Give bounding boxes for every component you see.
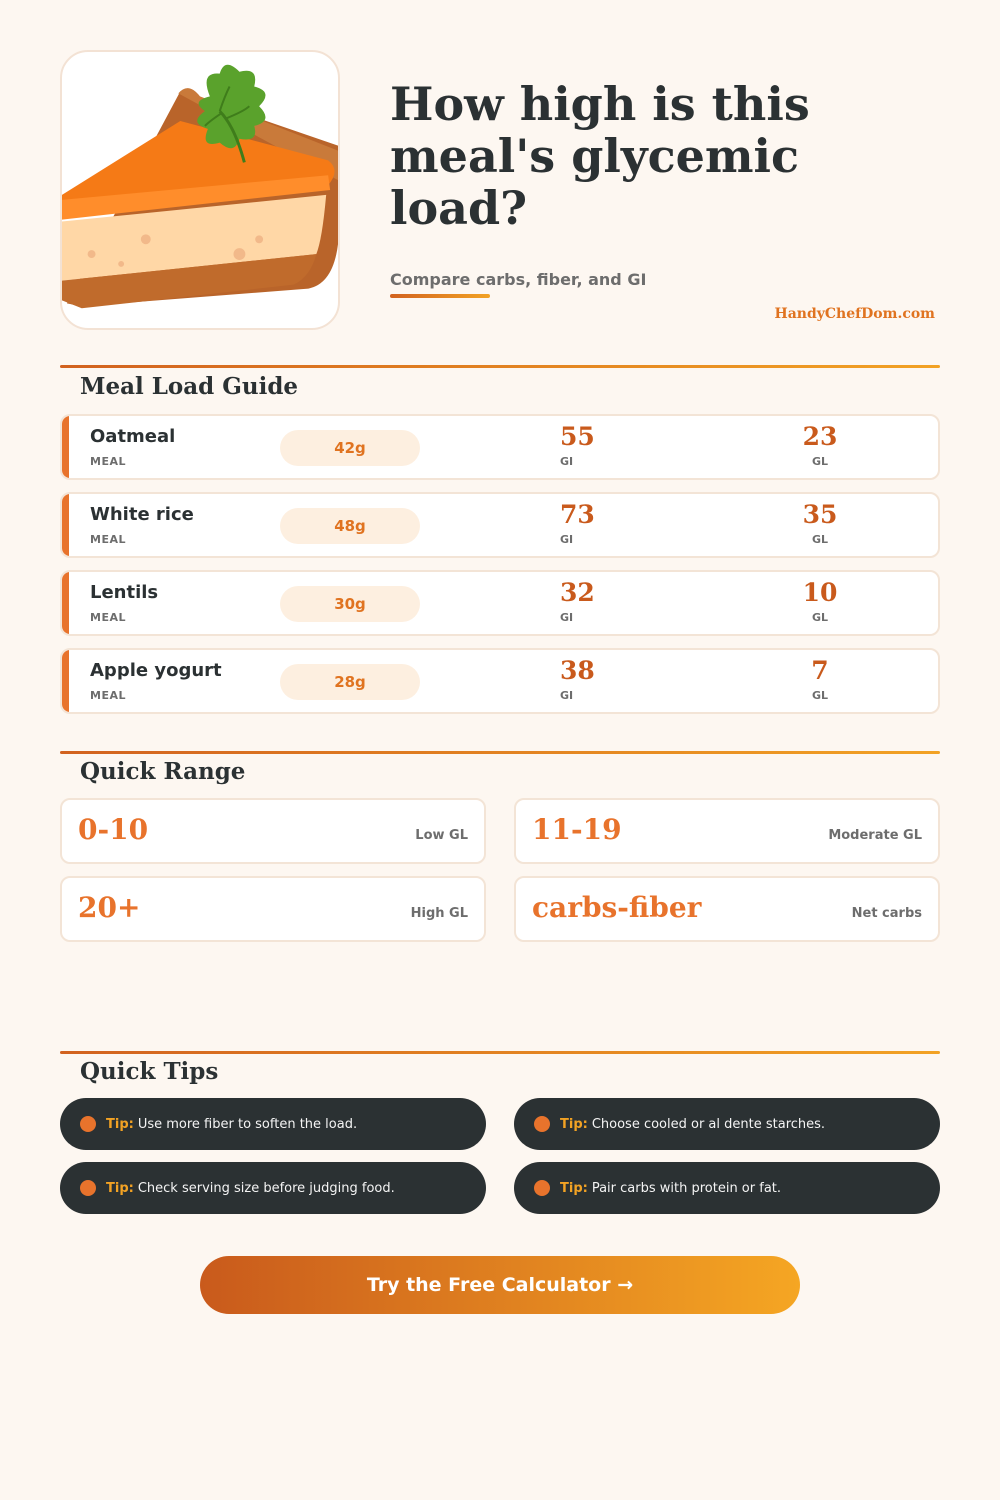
gi-value: 55: [560, 422, 595, 451]
gl-block: [780, 656, 860, 702]
tip-key: Tip:: [106, 1116, 134, 1132]
tip-text: Pair carbs with protein or fat.: [591, 1180, 782, 1196]
row-accent-bar: [62, 572, 69, 634]
gl-block: [780, 578, 860, 624]
gl-label: GL: [811, 689, 829, 702]
tip-pill: [514, 1162, 940, 1214]
gl-value: 23: [802, 422, 838, 451]
carbs-pill: 28g: [280, 664, 420, 700]
gi-value: 73: [560, 500, 595, 529]
section-title-meal-guide: Meal Load Guide: [80, 373, 299, 400]
range-card-net-carbs: [514, 876, 940, 942]
tip-text: Use more fiber to soften the load.: [137, 1116, 358, 1132]
section-title-quick-tips: Quick Tips: [80, 1058, 219, 1085]
meal-name: White rice: [90, 504, 194, 525]
subtitle-underline: [390, 294, 490, 298]
meal-tag: MEAL: [90, 455, 126, 468]
free-calculator-button[interactable]: Try the Free Calculator →: [200, 1256, 800, 1314]
page-title: How high is this meal's glycemic load?: [390, 77, 810, 235]
gi-label: GI: [560, 689, 574, 702]
range-label: High GL: [410, 906, 468, 921]
section-title-quick-range: Quick Range: [80, 758, 246, 785]
gl-value: 35: [802, 500, 838, 529]
range-card-moderate: [514, 798, 940, 864]
tip-key: Tip:: [106, 1180, 134, 1196]
meal-name: Oatmeal: [90, 426, 176, 447]
carbs-pill: 48g: [280, 508, 420, 544]
bullet-dot-icon: [80, 1116, 96, 1132]
range-card-low: [60, 798, 486, 864]
gi-value: 38: [560, 656, 595, 685]
row-accent-bar: [62, 494, 69, 556]
meal-tag: MEAL: [90, 689, 126, 702]
carbs-pill: 42g: [280, 430, 420, 466]
hero-pie-illustration: [60, 50, 340, 330]
range-label: Low GL: [415, 828, 468, 843]
tip-pill: [60, 1162, 486, 1214]
tip-pill: [60, 1098, 486, 1150]
pumpkin-pie-slice-icon: [62, 52, 338, 328]
brand-link[interactable]: HandyChefDom.com: [774, 306, 935, 322]
tip-key: Tip:: [560, 1116, 588, 1132]
meal-row: [60, 492, 940, 558]
tip-pill: [514, 1098, 940, 1150]
meal-row: [60, 648, 940, 714]
range-value: carbs-fiber: [532, 891, 702, 924]
gl-block: [780, 500, 860, 546]
meal-row: [60, 570, 940, 636]
bullet-dot-icon: [80, 1180, 96, 1196]
tip-text: Check serving size before judging food.: [137, 1180, 395, 1196]
gi-label: GI: [560, 533, 574, 546]
range-label: Net carbs: [851, 906, 922, 921]
gl-label: GL: [811, 533, 829, 546]
meal-name: Lentils: [90, 582, 159, 603]
gl-label: GL: [811, 611, 829, 624]
gi-label: GI: [560, 455, 574, 468]
bullet-dot-icon: [534, 1180, 550, 1196]
gl-block: [780, 422, 860, 468]
row-accent-bar: [62, 416, 69, 478]
meal-tag: MEAL: [90, 611, 126, 624]
gi-value: 32: [560, 578, 595, 607]
range-value: 11-19: [532, 813, 622, 846]
meal-name: Apple yogurt: [90, 660, 222, 681]
section-divider: [60, 365, 940, 368]
page-subtitle: Compare carbs, fiber, and GI: [390, 270, 647, 289]
tip-text: Choose cooled or al dente starches.: [591, 1116, 826, 1132]
section-divider: [60, 1051, 940, 1054]
carbs-pill: 30g: [280, 586, 420, 622]
range-card-high: [60, 876, 486, 942]
range-value: 20+: [78, 891, 141, 924]
gl-value: 10: [802, 578, 838, 607]
row-accent-bar: [62, 650, 69, 712]
gl-value: 7: [811, 656, 829, 685]
meal-row: [60, 414, 940, 480]
section-divider: [60, 751, 940, 754]
tip-key: Tip:: [560, 1180, 588, 1196]
range-label: Moderate GL: [828, 828, 922, 843]
gl-label: GL: [811, 455, 829, 468]
bullet-dot-icon: [534, 1116, 550, 1132]
gi-label: GI: [560, 611, 574, 624]
range-value: 0-10: [78, 813, 149, 846]
meal-tag: MEAL: [90, 533, 126, 546]
